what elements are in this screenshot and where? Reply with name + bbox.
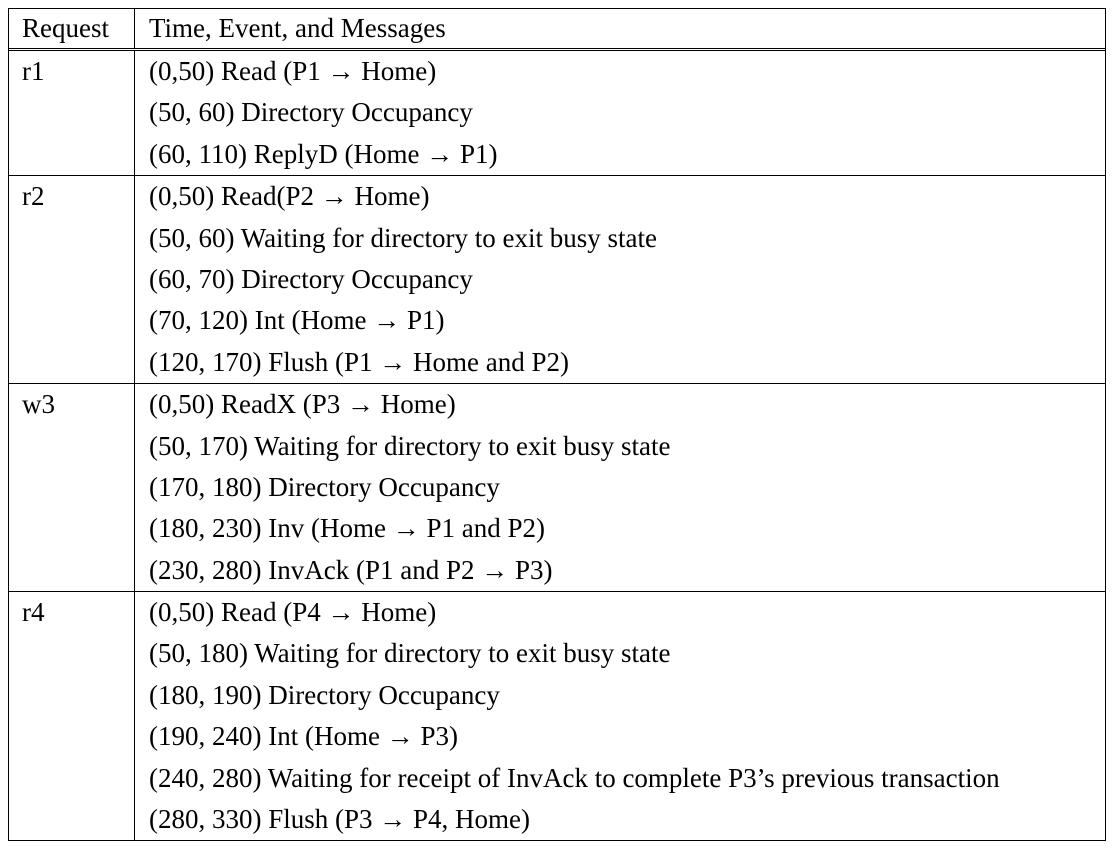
event-line: (190, 240) Int (Home → P3) [149, 721, 458, 752]
event-list [135, 51, 1105, 175]
request-id: r2 [9, 176, 135, 383]
event-list [135, 592, 1105, 840]
table-row [9, 592, 1105, 840]
table-row [9, 176, 1105, 384]
event-line: (70, 120) Int (Home → P1) [149, 305, 445, 336]
table-header [9, 9, 1105, 51]
event-list [135, 176, 1105, 383]
event-line: (60, 110) ReplyD (Home → P1) [149, 138, 498, 169]
event-line: (230, 280) InvAck (P1 and P2 → P3) [149, 554, 553, 585]
event-line: (50, 60) Waiting for directory to exit busy state [149, 222, 657, 253]
event-line: (60, 70) Directory Occupancy [149, 263, 473, 294]
header-request: Request [9, 9, 135, 48]
event-line: (50, 60) Directory Occupancy [149, 97, 473, 128]
table-row [9, 51, 1105, 176]
event-line: (170, 180) Directory Occupancy [149, 471, 500, 502]
event-line: (50, 170) Waiting for directory to exit busy state [149, 430, 671, 461]
event-line: (0,50) Read(P2 → Home) [149, 181, 430, 212]
request-id: r4 [9, 592, 135, 840]
event-line: (50, 180) Waiting for directory to exit busy state [149, 638, 671, 669]
event-line: (0,50) Read (P1 → Home) [149, 56, 437, 86]
table-row [9, 384, 1105, 592]
event-line: (120, 170) Flush (P1 → Home and P2) [149, 346, 569, 377]
event-line: (0,50) Read (P4 → Home) [149, 597, 437, 628]
event-line: (280, 330) Flush (P3 → P4, Home) [149, 804, 531, 835]
event-line: (180, 190) Directory Occupancy [149, 679, 500, 710]
request-id: r1 [9, 51, 135, 175]
header-events: Time, Event, and Messages [149, 13, 446, 43]
event-list [135, 384, 1105, 591]
event-line: (180, 230) Inv (Home → P1 and P2) [149, 513, 545, 544]
request-id: w3 [9, 384, 135, 591]
events-table [8, 8, 1106, 841]
event-line: (240, 280) Waiting for receipt of InvAck to complete P3’s previous transaction [149, 762, 1000, 793]
event-line: (0,50) ReadX (P3 → Home) [149, 389, 456, 420]
